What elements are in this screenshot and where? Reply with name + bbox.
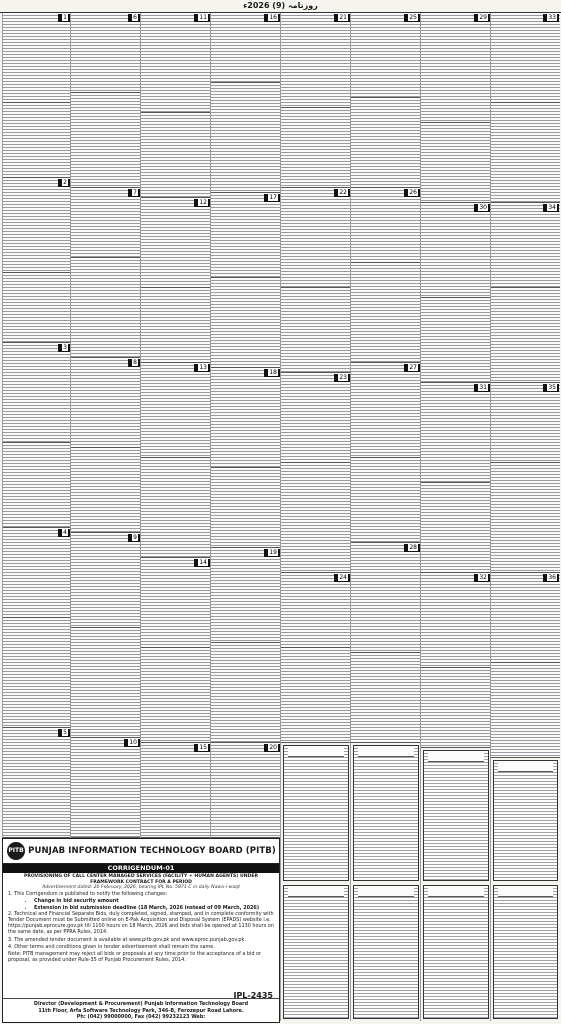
classified-notice xyxy=(71,258,141,358)
ad-note: Note: PITB management may reject all bids or proposals at any time prior to the acceptance of a bid or proposal, as provided under Rule-35 of Punjab Procurement Rules, 2014. xyxy=(8,951,262,964)
classified-notice xyxy=(3,178,71,273)
classified-notice xyxy=(71,188,141,258)
notice-number: 10 xyxy=(129,739,137,746)
notice-number: 20 xyxy=(269,744,277,751)
ad-stamp-line: Advertisement dated: 20 February, 2026, bearing IPL No. 5871-C in daily Nawa-i-waqt xyxy=(42,885,240,891)
ad-subtitle: PROVISIONING OF CALL CENTER MANAGED SERVICES (FACILITY + HUMAN AGENTS) UNDER FRAMEWORK CONTRACT FOR A PERIOD xyxy=(23,874,259,885)
classified-column xyxy=(70,13,141,838)
notice-number: 12 xyxy=(199,199,207,206)
classified-notice xyxy=(3,343,71,443)
classified-notice xyxy=(281,373,351,463)
boxed-public-notice xyxy=(423,750,489,881)
notice-number: 2 xyxy=(63,179,67,186)
classified-notice xyxy=(211,83,281,193)
classified-notice xyxy=(141,363,211,458)
notice-number-badge xyxy=(128,189,140,197)
classified-notice xyxy=(351,263,421,363)
classified-notice xyxy=(351,363,421,458)
notice-number: 35 xyxy=(548,384,556,391)
classified-notice xyxy=(421,383,491,483)
notice-heading xyxy=(498,888,553,897)
notice-number: 36 xyxy=(548,574,556,581)
classified-notice xyxy=(281,463,351,573)
ad-corrigendum-strip: CORRIGENDUM-01 xyxy=(3,864,279,873)
notice-number: 34 xyxy=(548,204,556,211)
ad-item-2: 2. Technical and Financial Separate Bids, duly completed, signed, stamped, and in complete conformity with Tender Document must be Submitted online on E-Pak Acquisition and Disposal System (EPADS) website i.e. https://punjab.eprocure.gov.pk till 1100 hours on 18 March, 2026 and bids shall be opened at 1130 hours on the same date, as per PPRA Rules, 2014. xyxy=(8,910,274,936)
classified-column xyxy=(2,13,71,838)
notice-number-badge xyxy=(264,549,280,557)
notice-number: 8 xyxy=(133,359,137,366)
boxed-public-notice xyxy=(353,885,419,1019)
classified-notice xyxy=(71,448,141,533)
notice-number-badge xyxy=(194,14,210,22)
classified-notice xyxy=(351,543,421,653)
notice-number: 31 xyxy=(479,384,487,391)
classified-notice xyxy=(211,468,281,548)
notice-number: 19 xyxy=(269,549,277,556)
notice-number-badge xyxy=(543,574,559,582)
notice-number: 29 xyxy=(479,14,487,21)
notice-number-badge xyxy=(334,374,350,382)
notice-number: 1 xyxy=(63,14,67,21)
classified-notice xyxy=(351,98,421,188)
classified-notice xyxy=(421,573,491,668)
classified-notice xyxy=(421,123,491,203)
classified-notice xyxy=(211,278,281,368)
classified-notice xyxy=(491,463,560,573)
notice-number: 18 xyxy=(269,369,277,376)
classified-notice xyxy=(351,13,421,98)
boxed-public-notice xyxy=(283,745,349,881)
boxed-public-notice xyxy=(493,885,558,1019)
boxed-public-notice xyxy=(493,760,558,881)
notice-number-badge xyxy=(474,574,490,582)
page-masthead: روزنامہ (9) 2026ء xyxy=(0,0,561,13)
ad-ipl-code: IPL-2435 xyxy=(233,991,273,1000)
classified-notice xyxy=(71,738,141,838)
classified-notice xyxy=(281,188,351,288)
classified-notice xyxy=(3,528,71,618)
classified-notice xyxy=(3,443,71,528)
classified-column xyxy=(210,13,281,838)
classified-notice xyxy=(141,198,211,288)
notice-number: 25 xyxy=(409,14,417,21)
notice-number-badge xyxy=(264,194,280,202)
notice-number-badge xyxy=(264,14,280,22)
classified-notice xyxy=(211,13,281,83)
boxed-public-notice xyxy=(423,885,489,1019)
classified-notice xyxy=(71,358,141,448)
notice-heading xyxy=(288,748,344,757)
notice-divider xyxy=(281,742,351,743)
ad-item-4: 4. Other terms and conditions given in tender advertisement shall remain the same. xyxy=(8,943,215,950)
notice-number: 23 xyxy=(339,374,347,381)
ad-footer-line: 11th Floor, Arfa Software Technology Park, 346-B, Ferozepur Road Lahore. xyxy=(38,1007,244,1014)
notice-number: 4 xyxy=(63,529,67,536)
notice-number: 5 xyxy=(63,729,67,736)
notice-number: 6 xyxy=(133,14,137,21)
notice-number-badge xyxy=(58,344,70,352)
notice-number: 22 xyxy=(339,189,347,196)
notice-number: 27 xyxy=(409,364,417,371)
ad-bullet: • Change in bid security amount xyxy=(34,898,274,904)
notice-number: 32 xyxy=(479,574,487,581)
notice-number: 3 xyxy=(63,344,67,351)
notice-divider xyxy=(421,747,491,748)
notice-number-badge xyxy=(404,189,420,197)
notice-number-badge xyxy=(128,14,140,22)
notice-number-badge xyxy=(128,534,140,542)
ad-header xyxy=(3,839,279,864)
boxed-public-notice xyxy=(283,885,349,1019)
notice-number: 7 xyxy=(133,189,137,196)
classified-notice xyxy=(491,13,560,103)
classified-column xyxy=(490,13,560,1021)
classified-notice xyxy=(141,288,211,363)
notice-heading xyxy=(288,888,344,897)
notice-number-badge xyxy=(194,199,210,207)
classified-notice xyxy=(281,288,351,373)
notice-number-badge xyxy=(194,364,210,372)
ad-body xyxy=(3,891,279,963)
notice-number: 17 xyxy=(269,194,277,201)
classified-notice xyxy=(421,483,491,573)
notice-number-badge xyxy=(474,204,490,212)
notice-number: 16 xyxy=(269,14,277,21)
notice-number-badge xyxy=(404,544,420,552)
classified-notice xyxy=(141,558,211,648)
ad-bullet: • Extension in bid submission deadline (18 March, 2026 instead of 09 March, 2026) xyxy=(34,905,274,911)
notice-divider xyxy=(351,742,421,743)
classified-notice xyxy=(421,668,491,748)
classified-notice xyxy=(211,548,281,643)
classified-column xyxy=(140,13,211,838)
classified-column xyxy=(280,13,351,1021)
classified-notice xyxy=(421,203,491,298)
notice-number: 28 xyxy=(409,544,417,551)
classified-notice xyxy=(491,103,560,203)
notice-number: 33 xyxy=(548,14,556,21)
notice-number-badge xyxy=(58,529,70,537)
classified-notice xyxy=(141,13,211,113)
classified-notice xyxy=(281,648,351,743)
classified-notice xyxy=(3,103,71,178)
notice-number-badge xyxy=(124,739,140,747)
classified-notice xyxy=(141,113,211,198)
notice-number: 14 xyxy=(199,559,207,566)
notice-number-badge xyxy=(264,744,280,752)
classified-notice xyxy=(211,368,281,468)
classified-notice xyxy=(3,728,71,838)
notice-heading xyxy=(358,748,414,757)
classified-notice xyxy=(3,13,71,103)
notice-number: 30 xyxy=(479,204,487,211)
notice-number: 9 xyxy=(133,534,137,541)
notice-number-badge xyxy=(194,744,210,752)
notice-number: 21 xyxy=(339,14,347,21)
classified-notice xyxy=(3,618,71,728)
notice-number-badge xyxy=(58,179,70,187)
notice-heading xyxy=(498,763,553,772)
ad-title: PUNJAB INFORMATION TECHNOLOGY BOARD (PITB) xyxy=(28,846,276,856)
notice-number: 26 xyxy=(409,189,417,196)
classified-notice xyxy=(141,648,211,743)
boxed-public-notice xyxy=(353,745,419,881)
notice-number-badge xyxy=(58,14,70,22)
ad-footer-line: Director (Development & Procurement) Punjab Information Technology Board xyxy=(33,1001,249,1008)
classified-notice xyxy=(351,458,421,543)
notice-number-badge xyxy=(474,384,490,392)
notice-number-badge xyxy=(404,364,420,372)
notice-heading xyxy=(428,753,484,762)
notice-heading xyxy=(428,888,484,897)
classified-notice xyxy=(491,203,560,288)
classified-notice xyxy=(211,643,281,743)
classified-notice xyxy=(71,533,141,628)
classified-notice xyxy=(141,743,211,838)
classified-notice xyxy=(491,288,560,383)
classified-notice xyxy=(71,628,141,738)
ad-item-1: 1. This Corrigendum is published to notify the following changes: xyxy=(8,891,168,898)
classified-notice xyxy=(351,653,421,743)
notice-number-badge xyxy=(334,14,350,22)
ad-footer-line: Ph: (042) 99000000, Fax (042) 99232123 Web: xyxy=(76,1013,206,1020)
notice-number-badge xyxy=(128,359,140,367)
classified-notice xyxy=(491,383,560,463)
notice-number-badge xyxy=(58,729,70,737)
ad-bullet-list xyxy=(8,898,274,910)
classified-notice xyxy=(421,298,491,383)
classified-column xyxy=(350,13,421,1021)
notice-number-badge xyxy=(264,369,280,377)
classified-notice xyxy=(71,13,141,93)
classified-notice xyxy=(491,663,560,758)
notice-number: 13 xyxy=(199,364,207,371)
notice-number-badge xyxy=(543,384,559,392)
classified-notice xyxy=(281,108,351,188)
notice-number-badge xyxy=(194,559,210,567)
notice-number-badge xyxy=(543,204,559,212)
notice-number: 11 xyxy=(199,14,207,21)
notice-number-badge xyxy=(543,14,559,22)
notice-number: 24 xyxy=(339,574,347,581)
notice-heading xyxy=(358,888,414,897)
classified-notice xyxy=(281,573,351,648)
classified-notice xyxy=(211,193,281,278)
ad-footer xyxy=(3,998,279,1022)
classified-notice xyxy=(421,13,491,123)
classified-notice xyxy=(71,93,141,188)
classified-column xyxy=(420,13,491,1021)
classified-notice xyxy=(141,458,211,558)
pitb-logo-icon: PITB xyxy=(7,842,25,860)
classified-notice xyxy=(211,743,281,838)
notice-number-badge xyxy=(334,574,350,582)
notice-divider xyxy=(491,757,560,758)
classified-notice xyxy=(281,13,351,108)
classified-notice xyxy=(3,273,71,343)
notice-number-badge xyxy=(474,14,490,22)
ad-item-3: 3. The amended tender document is available at www.pitb.gov.pk and www.eproc.punjab.gov.pk. xyxy=(8,936,246,943)
notice-number-badge xyxy=(334,189,350,197)
pitb-corrigendum-ad xyxy=(2,838,280,1023)
classified-notice xyxy=(351,188,421,263)
classified-notice xyxy=(491,573,560,663)
notice-number-badge xyxy=(404,14,420,22)
notice-number: 15 xyxy=(199,744,207,751)
